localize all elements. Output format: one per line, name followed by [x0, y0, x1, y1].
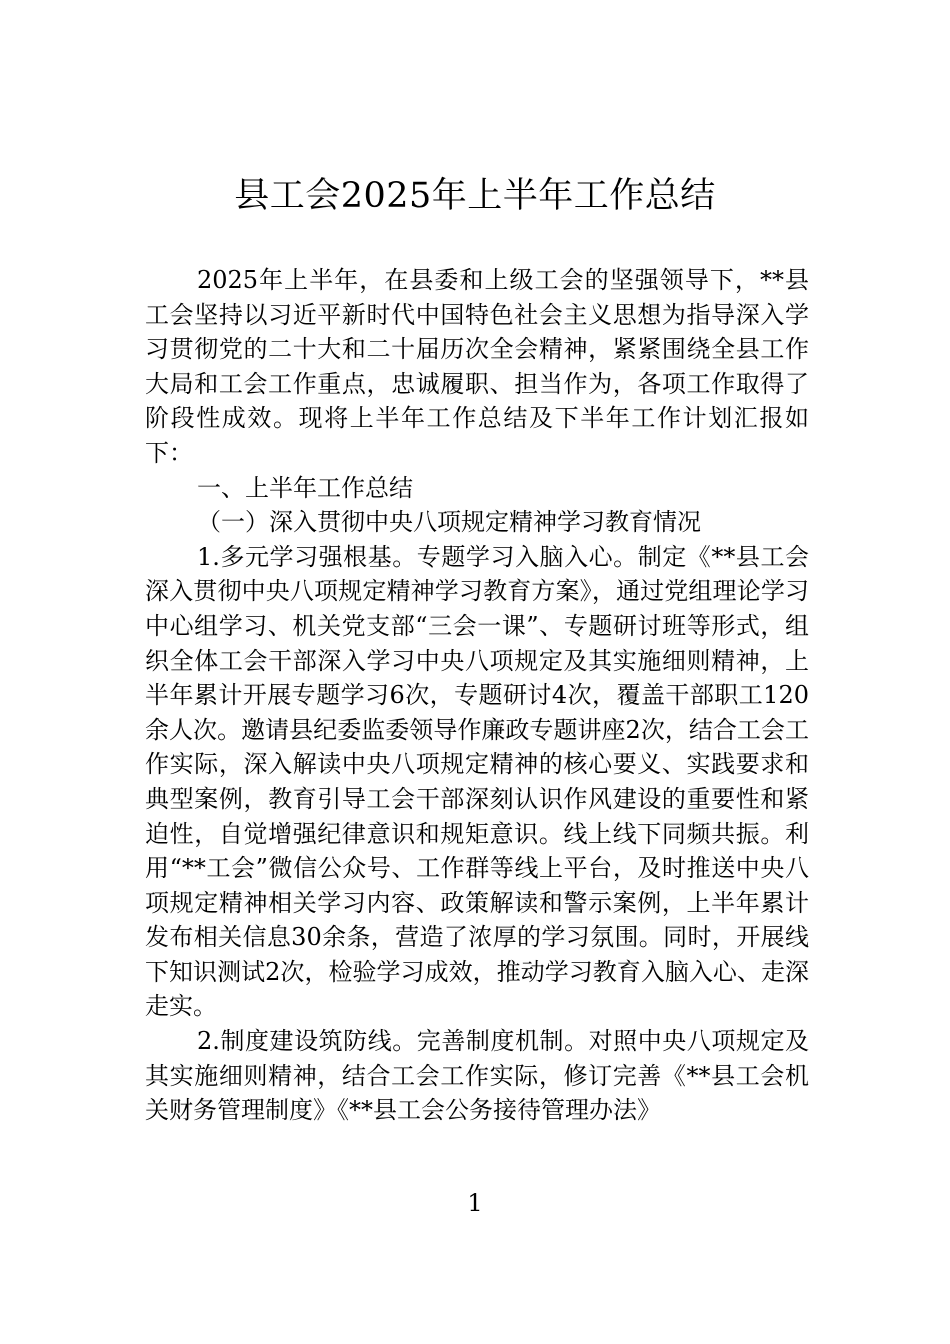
intro-paragraph: 2025年上半年，在县委和上级工会的坚强领导下，**县工会坚持以习近平新时代中国特色社会主义思想为指导深入学习贯彻党的二十大和二十届历次全会精神，紧紧围绕全县工作大局和工会工作重点，忠诚履职、担当作为，各项工作取得了阶段性成效。现将上半年工作总结及下半年工作计划汇报如下： — [145, 266, 809, 467]
body-paragraph: 2.制度建设筑防线。完善制度机制。对照中央八项规定及其实施细则精神，结合工会工作实际，修订完善《**县工会机关财务管理制度》《**县工会公务接待管理办法》 — [145, 1027, 809, 1125]
subsection-heading: （一）深入贯彻中央八项规定精神学习教育情况 — [197, 508, 701, 537]
document-body — [145, 263, 809, 1128]
body-paragraph: 1.多元学习强根基。专题学习入脑入心。制定《**县工会深入贯彻中央八项规定精神学习教育方案》，通过党组理论学习中心组学习、机关党支部“三会一课”、专题研讨班等形式，组织全体工会干部深入学习中央八项规定及其实施细则精神，上半年累计开展专题学习6次，专题研讨4次，覆盖干部职工120余人次。邀请县纪委监委领导作廉政专题讲座2次，结合工会工作实际，深入解读中央八项规定精神的核心要义、实践要求和典型案例，教育引导工会干部深刻认识作风建设的重要性和紧迫性，自觉增强纪律意识和规矩意识。线上线下同频共振。利用“**工会”微信公众号、工作群等线上平台，及时推送中央八项规定精神相关学习内容、政策解读和警示案例，上半年累计发布相关信息30余条，营造了浓厚的学习氛围。同时，开展线下知识测试2次，检验学习成效，推动学习教育入脑入心、走深走实。 — [145, 542, 809, 1021]
document-title: 县工会2025年上半年工作总结 — [234, 176, 716, 216]
page-number: 1 — [467, 1189, 483, 1217]
section-heading: 一、上半年工作总结 — [197, 473, 413, 502]
